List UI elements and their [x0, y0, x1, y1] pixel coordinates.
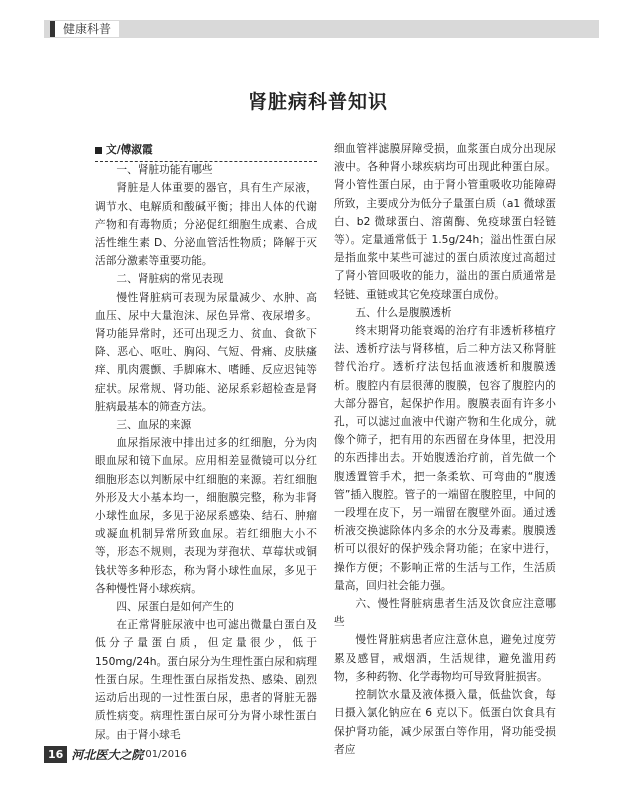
right-column — [334, 140, 556, 759]
section-heading: 三、血尿的来源 — [116, 418, 192, 432]
section-heading: 二、肾脏病的常见表现 — [116, 272, 224, 286]
paragraph: 慢性肾脏病可表现为尿量减少、水肿、高血压、尿中大量泡沫、尿色异常、夜尿增多。肾功能异常时，还可出现乏力、贫血、食欲下降、恶心、呕吐、胸闷、气短、骨痛、皮肤瘙痒、肌肉震颤、手脚麻木、嗜睡、反应迟钝等症状。尿常规、肾功能、泌尿系彩超检查是肾脏病最基本的筛查方法。 — [95, 290, 317, 413]
paragraph: 控制饮水量及液体摄入量，低盐饮食，每日摄入氯化钠应在 6 克以下。低蛋白饮食具有保护肾功能，减少尿蛋白等作用，肾功能受损者应 — [334, 688, 556, 756]
section-heading: 五、什么是腹膜透析 — [355, 305, 452, 319]
square-bullet-icon — [95, 147, 102, 154]
paragraph: 肾脏是人体重要的器官，具有生产尿液，调节水、电解质和酸碱平衡；排出人体的代谢产物和有毒物质；分泌促红细胞生成素、合成活性维生素 D、分泌血管活性物质；降解于灭活部分激素等重要功能。 — [95, 181, 317, 268]
journal-name: 河北医大之院 — [71, 748, 144, 762]
footer — [44, 746, 187, 763]
paragraph: 在正常肾脏尿液中也可滤出微量白蛋白及低分子量蛋白质，但定量很少，低于 150mg/24h。蛋白尿分为生理性蛋白尿和病理性蛋白尿。生理性蛋白尿指发热、感染、剧烈运动后出现的一过性蛋白尿，患者的肾脏无器质性病变。病理性蛋白尿可分为肾小球性蛋白尿。由于肾小球毛 — [95, 618, 317, 741]
section-tag: 健康科普 — [50, 21, 119, 37]
paragraph: 细血管袢滤膜屏障受损，血浆蛋白成分出现尿液中。各种肾小球疾病均可出现此种蛋白尿。肾小管性蛋白尿，由于肾小管重吸收功能障碍所致，主要成分为低分子量蛋白质（a1 微球蛋白、b2 微球蛋白、溶菌酶、免疫球蛋白轻链等）。定量通常低于 1.5g/24h；溢出性蛋白尿是指血浆中某些可滤过的蛋白质浓度过高超过了肾小管回吸收的能力，溢出的蛋白质通常是轻链、重链或其它免疫球蛋白成份。 — [334, 142, 556, 301]
left-body — [95, 161, 317, 744]
paragraph: 血尿指尿液中排出过多的红细胞，分为肉眼血尿和镜下血尿。应用相差显微镜可以分红细胞形态以判断尿中红细胞的来源。若红细胞外形及大小基本均一，细胞膜完整，称为非肾小球性血尿，多见于泌尿系感染、结石、肿瘤或凝血机制异常所致血尿。若红细胞大小不等，形态不规则，表现为芽孢状、草莓状或铜钱状等多种形态，称为肾小球性血尿，多见于各种慢性肾小球疾病。 — [95, 436, 317, 595]
left-column — [95, 141, 317, 744]
page-number: 16 — [44, 746, 67, 763]
article-title: 肾脏病科普知识 — [247, 91, 388, 113]
paragraph: 慢性肾脏病患者应注意休息，避免过度劳累及感冒，戒烟酒，生活规律，避免滥用药物，多种药物、化学毒物均可导致肾脏损害。 — [334, 633, 556, 683]
section-heading: 六、慢性肾脏病患者生活及饮食应注意哪些 — [334, 597, 556, 629]
section-heading: 四、尿蛋白是如何产生的 — [116, 600, 234, 614]
section-heading: 一、肾脏功能有哪些 — [116, 163, 213, 177]
right-body — [334, 140, 556, 759]
author-line — [95, 141, 317, 159]
issue-number: 01/2016 — [145, 749, 187, 760]
paragraph: 终末期肾功能衰竭的治疗有非透析移植疗法、透析疗法与肾移植，后二种方法又称肾脏替代治疗。透析疗法包括血液透析和腹膜透析。腹腔内有层很薄的腹膜，包容了腹腔内的大部分器官，起保护作用。腹膜表面有许多小孔，可以滤过血液中代谢产物和生化成分，就像个筛子，把有用的东西留在身体里，把没用的东西排出去。开始腹透治疗前，首先做一个腹透置管手术，把一条柔软、可弯曲的“腹透管”插入腹腔。管子的一端留在腹腔里，中间的一段埋在皮下，另一端留在腹壁外面。通过透析液交换滤除体内多余的水分及毒素。腹膜透析可以很好的保护残余肾功能；在家中进行，操作方便；不影响正常的生活与工作，生活质量高，回归社会能力强。 — [334, 324, 556, 592]
author-divider — [95, 161, 317, 162]
author: 文/傅淑霞 — [106, 143, 153, 156]
header-band — [44, 20, 599, 38]
